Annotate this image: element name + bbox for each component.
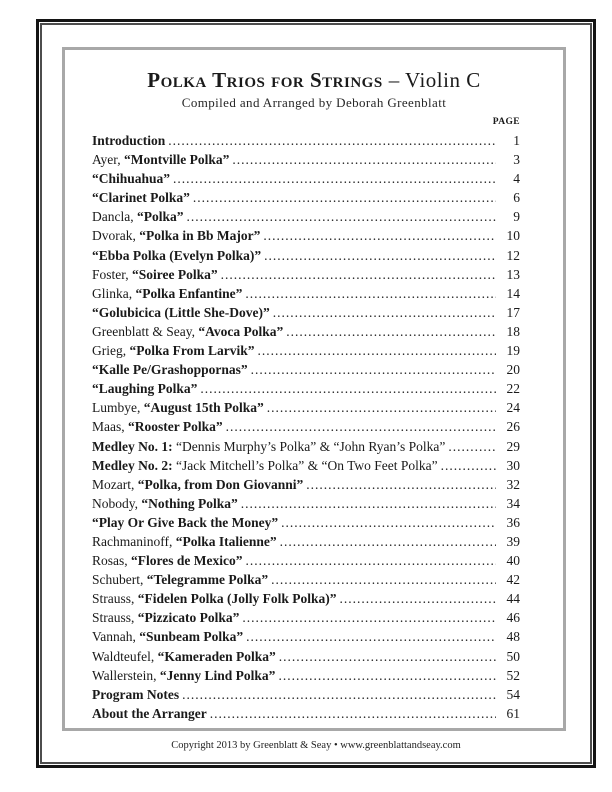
- dot-leader: [221, 265, 496, 284]
- toc-entry: [92, 417, 520, 436]
- toc-entry: [92, 475, 520, 494]
- dot-leader: [173, 169, 496, 188]
- toc-entry-label: [92, 246, 264, 265]
- toc-entry-text-segment: “Pizzicato Polka”: [137, 610, 240, 626]
- toc-entry: [92, 360, 520, 379]
- toc-entry-text-segment: “Kameraden Polka”: [157, 648, 276, 664]
- toc-entry-label: [92, 398, 267, 417]
- toc-entry-label: [92, 226, 263, 245]
- toc-entry-text-segment: “Polka From Larvik”: [129, 343, 255, 359]
- toc-entry: [92, 551, 520, 570]
- toc-entry-text-segment: “Nothing Polka”: [141, 495, 238, 511]
- toc-entry-text-segment: Mozart,: [92, 476, 138, 492]
- toc-entry-text-segment: Rosas,: [92, 553, 132, 569]
- toc-entry: [92, 647, 520, 666]
- toc-entry-text-segment: Vannah,: [92, 629, 140, 645]
- toc-entry: [92, 627, 520, 646]
- toc-entry-page: 30: [506, 457, 520, 473]
- toc-entry-text-segment: “Avoca Polka”: [198, 323, 284, 339]
- toc-entry-text-segment: “Soiree Polka”: [131, 266, 218, 282]
- toc-entry-text-segment: Maas,: [92, 419, 128, 435]
- toc-entry-page: 24: [506, 400, 520, 416]
- toc-entry-text-segment: Dvorak,: [92, 228, 140, 244]
- dot-leader: [306, 475, 496, 494]
- book-title-part-suffix: – Violin C: [388, 68, 481, 92]
- toc-entry: [92, 341, 520, 360]
- toc-entry-page: 12: [506, 247, 520, 263]
- toc-entry: [92, 704, 520, 723]
- toc-entry-text-segment: Introduction: [92, 133, 166, 148]
- toc-entry-label: [92, 589, 340, 608]
- toc-entry-text-segment: “Polka Italienne”: [175, 533, 277, 549]
- toc-entry: [92, 226, 520, 245]
- toc-entry-label: [92, 284, 245, 303]
- toc-entry-page: 9: [513, 209, 520, 225]
- book-title: Polka Trios for Strings: [147, 68, 383, 92]
- toc-entry-page: 40: [506, 553, 520, 569]
- toc-entry-text-segment: Medley No. 2:: [92, 457, 173, 473]
- toc-entry-text-segment: “Laughing Polka”: [92, 381, 198, 397]
- toc-entry-label: [92, 150, 232, 169]
- dot-leader: [193, 188, 496, 207]
- toc-entry: [92, 379, 520, 398]
- toc-entry: [92, 513, 520, 532]
- toc-entry-page: 3: [513, 152, 520, 168]
- toc-entry-text-segment: Program Notes: [92, 686, 180, 702]
- toc-entry-text-segment: “Chihuahua”: [92, 171, 171, 187]
- toc-entry-label: [92, 627, 246, 646]
- toc-entry-label: [92, 685, 182, 704]
- toc-entry-label: [92, 666, 278, 685]
- toc-entry-text-segment: “Kalle Pe/Grashoppornas”: [92, 362, 248, 378]
- toc-entry-text-segment: “Golubicica (Little She-Dove)”: [92, 304, 270, 320]
- dot-leader: [232, 150, 496, 169]
- dot-leader: [251, 360, 496, 379]
- dot-leader: [278, 666, 496, 685]
- toc-entry-text-segment: “Polka Enfantine”: [135, 285, 243, 301]
- toc-entry: [92, 532, 520, 551]
- toc-entry-label: [92, 169, 173, 188]
- toc-entry: [92, 169, 520, 188]
- toc-entry-label: [92, 265, 221, 284]
- toc-entry-label: [92, 417, 226, 436]
- toc-entry-text-segment: “Jack Mitchell’s Polka” & “On Two Feet Polka”: [172, 457, 438, 473]
- toc-entry-text-segment: “Rooster Polka”: [128, 419, 223, 435]
- toc-entry: [92, 131, 520, 150]
- dot-leader: [280, 532, 496, 551]
- toc-entry-label: [92, 341, 258, 360]
- toc-entry: [92, 589, 520, 608]
- toc-entry-text-segment: “Play Or Give Back the Money”: [92, 514, 279, 530]
- toc-entry-page: 39: [506, 533, 520, 549]
- toc-entry-page: 10: [506, 228, 520, 244]
- toc-entry-text-segment: “Polka in Bb Major”: [139, 228, 261, 244]
- toc-entry-text-segment: “Polka, from Don Giovanni”: [137, 476, 304, 492]
- toc-entry-text-segment: “Ebba Polka (Evelyn Polka)”: [92, 247, 262, 263]
- dot-leader: [340, 589, 496, 608]
- title-block: [65, 68, 563, 111]
- dot-leader: [281, 513, 496, 532]
- page-column-header: PAGE: [492, 117, 520, 127]
- toc-entry-page: 19: [506, 343, 520, 359]
- toc-entry-page: 32: [506, 476, 520, 492]
- dot-leader: [448, 437, 496, 456]
- toc-entry-label: [92, 207, 187, 226]
- toc-entry-text-segment: Ayer,: [92, 152, 124, 168]
- dot-leader: [210, 704, 496, 723]
- dot-leader: [441, 456, 496, 475]
- toc-entry-text-segment: Wallerstein,: [92, 667, 160, 683]
- toc-entry-label: [92, 188, 193, 207]
- toc-entry-text-segment: Foster,: [92, 266, 132, 282]
- toc-entry-text-segment: Grieg,: [92, 343, 130, 359]
- toc-entry: [92, 150, 520, 169]
- dot-leader: [182, 685, 496, 704]
- dot-leader: [241, 494, 496, 513]
- toc-entry-text-segment: Dancla,: [92, 209, 137, 225]
- toc-entry-page: 61: [506, 705, 520, 721]
- dot-leader: [246, 627, 496, 646]
- dot-leader: [263, 226, 496, 245]
- dot-leader: [187, 207, 497, 226]
- toc-entry-label: [92, 647, 279, 666]
- toc-entry-text-segment: Waldteufel,: [92, 648, 158, 664]
- toc-entry-text-segment: About the Arranger: [92, 705, 207, 721]
- toc-entry-label: [92, 494, 241, 513]
- toc-entry-label: [92, 475, 306, 494]
- table-of-contents: [92, 117, 520, 723]
- toc-entry-label: [92, 570, 271, 589]
- toc-entry-page: 4: [513, 171, 520, 187]
- toc-entry-page: 20: [506, 362, 520, 378]
- toc-entry-label: [92, 379, 200, 398]
- toc-entry-label: [92, 360, 251, 379]
- toc-entry-text-segment: “Telegramme Polka”: [146, 572, 269, 588]
- toc-entry-text-segment: “Polka”: [136, 209, 184, 225]
- toc-entry: [92, 284, 520, 303]
- toc-entry: [92, 398, 520, 417]
- dot-leader: [286, 322, 496, 341]
- toc-entry-page: 17: [506, 304, 520, 320]
- toc-entry-page: 14: [506, 285, 520, 301]
- toc-entry-label: [92, 437, 448, 456]
- page-title: [65, 68, 563, 92]
- dot-leader: [258, 341, 496, 360]
- toc-entry-label: [92, 303, 273, 322]
- toc-entry-label: [92, 551, 245, 570]
- toc-entry-label: [92, 513, 281, 532]
- toc-entry: [92, 456, 520, 475]
- toc-entry: [92, 303, 520, 322]
- toc-entry-page: 52: [506, 667, 520, 683]
- toc-entry-page: 26: [506, 419, 520, 435]
- toc-entry: [92, 666, 520, 685]
- toc-entry-label: [92, 704, 210, 723]
- toc-entry-text-segment: “Clarinet Polka”: [92, 190, 190, 206]
- toc-entry: [92, 608, 520, 627]
- compiler-subtitle: Compiled and Arranged by Deborah Greenblatt: [181, 95, 447, 110]
- toc-entry-text-segment: Rachmaninoff,: [92, 533, 176, 549]
- toc-entry-text-segment: Lumbye,: [92, 400, 144, 416]
- toc-entry-text-segment: Strauss,: [92, 610, 138, 626]
- toc-entry-page: 46: [506, 610, 520, 626]
- toc-entry-page: 22: [506, 381, 520, 397]
- toc-entry: [92, 246, 520, 265]
- toc-entry: [92, 685, 520, 704]
- toc-entry-label: [92, 532, 280, 551]
- dot-leader: [267, 398, 496, 417]
- copyright-footer: Copyright 2013 by Greenblatt & Seay • www.greenblattandseay.com: [171, 740, 461, 751]
- toc-entry-label: [92, 322, 286, 341]
- toc-entry: [92, 207, 520, 226]
- toc-entry-page: 44: [506, 591, 520, 607]
- dot-leader: [245, 284, 496, 303]
- toc-entry-page: 29: [506, 438, 520, 454]
- page-content: [65, 50, 563, 728]
- toc-entry-text-segment: Greenblatt & Seay,: [92, 323, 199, 339]
- toc-entry-text-segment: “August 15th Polka”: [143, 400, 264, 416]
- toc-entry-text-segment: “Fidelen Polka (Jolly Folk Polka)”: [137, 591, 337, 607]
- toc-entry-page: 13: [506, 266, 520, 282]
- dot-leader: [273, 303, 496, 322]
- dot-leader: [279, 647, 496, 666]
- toc-entry: [92, 265, 520, 284]
- toc-entry-label: [92, 456, 441, 475]
- dot-leader: [226, 417, 496, 436]
- dot-leader: [168, 131, 496, 150]
- toc-entry-page: 42: [506, 572, 520, 588]
- toc-entry-text-segment: Medley No. 1:: [92, 438, 173, 454]
- toc-entry-text-segment: “Jenny Lind Polka”: [159, 667, 276, 683]
- toc-entry-text-segment: “Montville Polka”: [123, 152, 230, 168]
- toc-entry-label: [92, 131, 168, 150]
- dot-leader: [200, 379, 496, 398]
- dot-leader: [242, 608, 496, 627]
- toc-entry-text-segment: “Dennis Murphy’s Polka” & “John Ryan’s Polka”: [172, 438, 446, 454]
- toc-entry-page: 18: [506, 323, 520, 339]
- dot-leader: [271, 570, 496, 589]
- toc-entry-label: [92, 608, 242, 627]
- toc-entry-text-segment: “Flores de Mexico”: [131, 553, 243, 569]
- toc-entry-page: 36: [506, 514, 520, 530]
- toc-entry: [92, 188, 520, 207]
- toc-list: [92, 131, 520, 723]
- toc-entry-text-segment: Schubert,: [92, 572, 147, 588]
- toc-entry-page: 50: [506, 648, 520, 664]
- toc-entry: [92, 322, 520, 341]
- toc-entry: [92, 437, 520, 456]
- toc-entry-page: 1: [513, 133, 520, 148]
- dot-leader: [245, 551, 496, 570]
- toc-entry-page: 34: [506, 495, 520, 511]
- toc-entry-text-segment: “Sunbeam Polka”: [139, 629, 244, 645]
- toc-entry-text-segment: Glinka,: [92, 285, 136, 301]
- toc-entry-text-segment: Strauss,: [92, 591, 138, 607]
- toc-entry-page: 6: [513, 190, 520, 206]
- toc-entry-text-segment: Nobody,: [92, 495, 142, 511]
- toc-entry-page: 48: [506, 629, 520, 645]
- toc-entry-page: 54: [506, 686, 520, 702]
- dot-leader: [264, 246, 496, 265]
- toc-entry: [92, 570, 520, 589]
- toc-entry: [92, 494, 520, 513]
